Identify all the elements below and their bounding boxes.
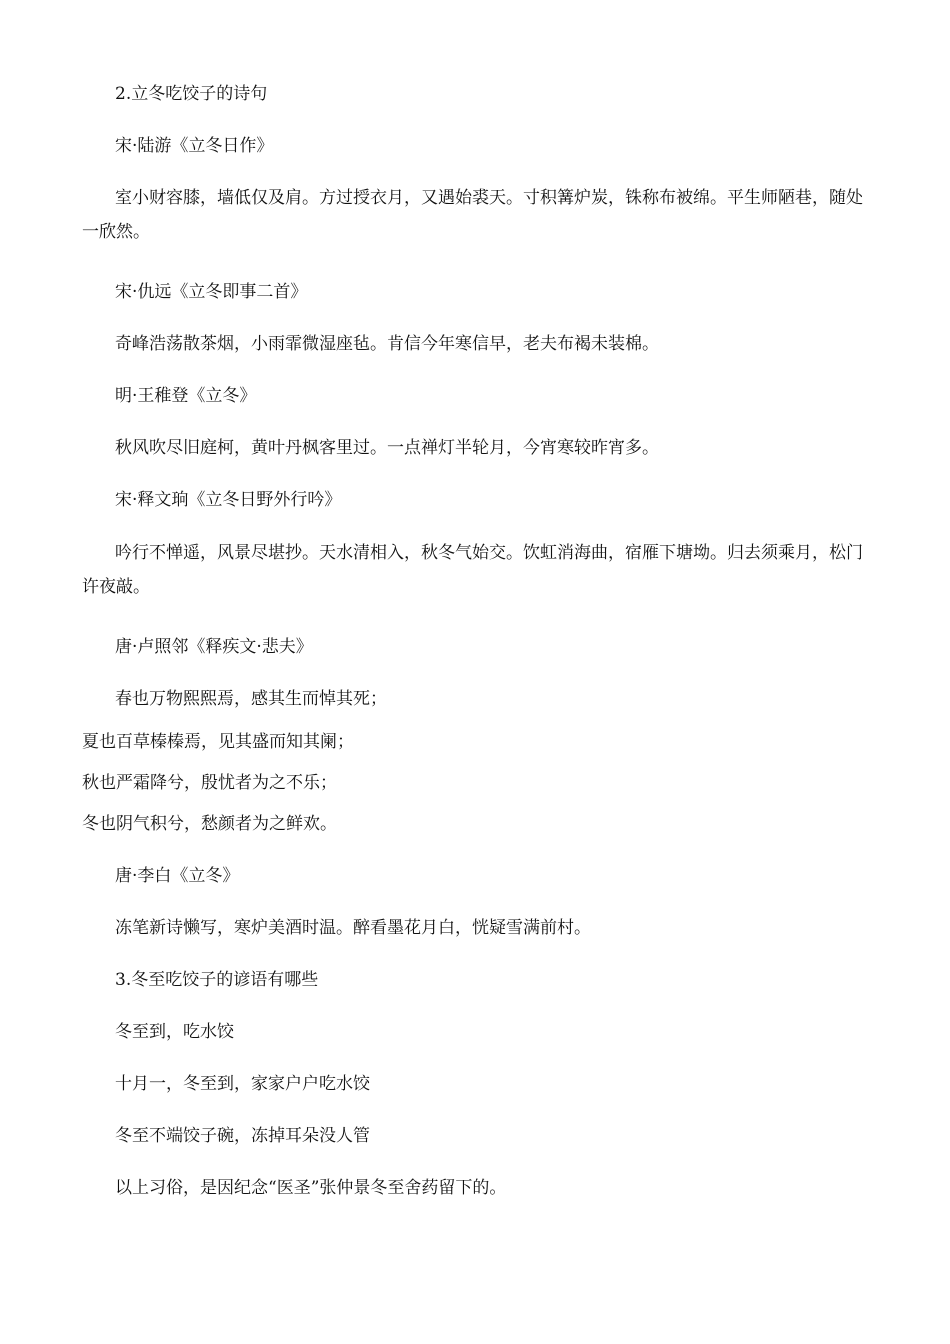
poem-line: 秋也严霜降兮，殷忧者为之不乐； bbox=[82, 773, 337, 793]
poem-text: 室小财容膝，墙低仅及肩。方过授衣月，又遇始裘天。寸积篝炉炭，铢称布被绵。平生师陋巷，随处一欣然。 bbox=[82, 188, 863, 242]
poem-line: 冬也阴气积兮，愁颜者为之鲜欢。 bbox=[82, 814, 337, 834]
section-heading-poems: 2.立冬吃饺子的诗句 bbox=[115, 84, 268, 104]
poem-line: 夏也百草榛榛焉，见其盛而知其阑； bbox=[82, 732, 354, 752]
proverb: 冬至不端饺子碗，冻掉耳朵没人管 bbox=[115, 1126, 370, 1146]
closing-text: 以上习俗，是因纪念“医圣”张仲景冬至舍药留下的。 bbox=[115, 1178, 507, 1198]
poem-author: 唐·李白《立冬》 bbox=[115, 866, 240, 886]
poem-author: 宋·陆游《立冬日作》 bbox=[115, 136, 274, 156]
poem-text: 吟行不惮遥，风景尽堪抄。天水清相入，秋冬气始交。饮虹消海曲，宿雁下塘坳。归去须乘月，松门许夜敲。 bbox=[82, 543, 863, 597]
poem-author: 明·王稚登《立冬》 bbox=[115, 386, 257, 406]
poem-author: 宋·释文珦《立冬日野外行吟》 bbox=[115, 490, 342, 510]
poem-author: 宋·仇远《立冬即事二首》 bbox=[115, 282, 308, 302]
poem-text: 冻笔新诗懒写，寒炉美酒时温。醉看墨花月白，恍疑雪满前村。 bbox=[115, 918, 591, 938]
poem-text: 秋风吹尽旧庭柯，黄叶丹枫客里过。一点禅灯半轮月，今宵寒较昨宵多。 bbox=[115, 438, 659, 458]
poem-text: 奇峰浩荡散茶烟，小雨霏微湿座毡。肯信今年寒信早，老夫布褐未装棉。 bbox=[115, 334, 659, 354]
poem-line: 春也万物熙熙焉，感其生而悼其死； bbox=[115, 689, 387, 709]
proverb: 冬至到，吃水饺 bbox=[115, 1022, 234, 1042]
section-heading-proverbs: 3.冬至吃饺子的谚语有哪些 bbox=[115, 970, 319, 990]
proverb: 十月一，冬至到，家家户户吃水饺 bbox=[115, 1074, 370, 1094]
poem-author: 唐·卢照邻《释疾文·悲夫》 bbox=[115, 637, 313, 657]
